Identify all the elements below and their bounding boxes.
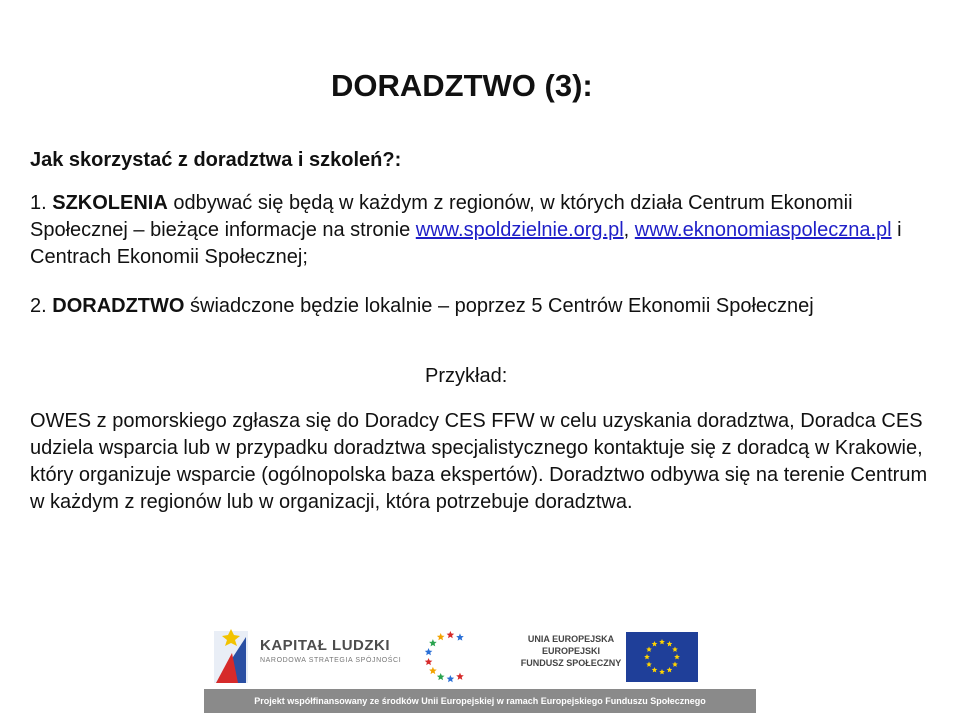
- ekonomiaspoleczna-link[interactable]: www.eknonomiaspoleczna.pl: [634, 219, 892, 241]
- item2-text: świadczone będzie lokalnie – poprzez 5 Centrów Ekonomii Społecznej: [190, 295, 814, 317]
- eu-flag-icon: [626, 632, 698, 682]
- item1-text: odbywać się będą w każdym z regionów, w których działa Centrum Ekonomii Społecznej – bieżące informacje na stronie: [30, 192, 853, 241]
- example-label: Przykład:: [425, 365, 508, 387]
- eu-line-3: FUNDUSZ SPOŁECZNY: [520, 658, 622, 668]
- ces-stars-logo-icon: [418, 629, 478, 685]
- item1-text-end: i Centrach Ekonomii Społecznej;: [30, 219, 902, 268]
- kapital-ludzki-subtitle: NARODOWA STRATEGIA SPÓJNOŚCI: [260, 657, 402, 664]
- example-text: OWES z pomorskiego zgłasza się do Doradcy CES FFW w celu uzyskania doradztwa, Doradca CES udziela wsparcia lub w przypadku doradztwa specjalistycznego kontaktuje się z doradcą w Krakowie, który organizuje wsparcie (ogólnopolska baza ekspertów). Doradztwo odbywa się na terenie Centrum w każdym z regionów lub w organizacji, która potrzebuje doradztwa.: [30, 410, 928, 513]
- item2-keyword: DORADZTWO: [52, 295, 185, 317]
- item1-keyword: SZKOLENIA: [52, 192, 168, 214]
- kapital-ludzki-name: KAPITAŁ LUDZKI: [260, 637, 391, 654]
- item-doradztwo: [30, 293, 930, 320]
- eu-line-2: EUROPEJSKI: [541, 646, 601, 656]
- slide-title: DORADZTWO (3):: [331, 68, 593, 103]
- kapital-ludzki-logo-icon: [212, 627, 250, 687]
- footer-logos: [0, 615, 960, 721]
- item1-number: 1.: [30, 192, 47, 214]
- footer-funding-bar: Projekt współfinansowany ze środków Unii Europejskiej w ramach Europejskiego Funduszu Społecznego: [204, 689, 756, 713]
- slide-subtitle: Jak skorzystać z doradztwa i szkoleń?:: [30, 149, 402, 171]
- spoldzielnie-link[interactable]: www.spoldzielnie.org.pl: [415, 219, 624, 241]
- item1-separator: ,: [623, 219, 630, 241]
- eu-line-1: UNIA EUROPEJSKA: [527, 634, 615, 644]
- item2-number: 2.: [30, 295, 47, 317]
- item-szkolenia: [30, 190, 930, 271]
- eu-text: [516, 633, 626, 669]
